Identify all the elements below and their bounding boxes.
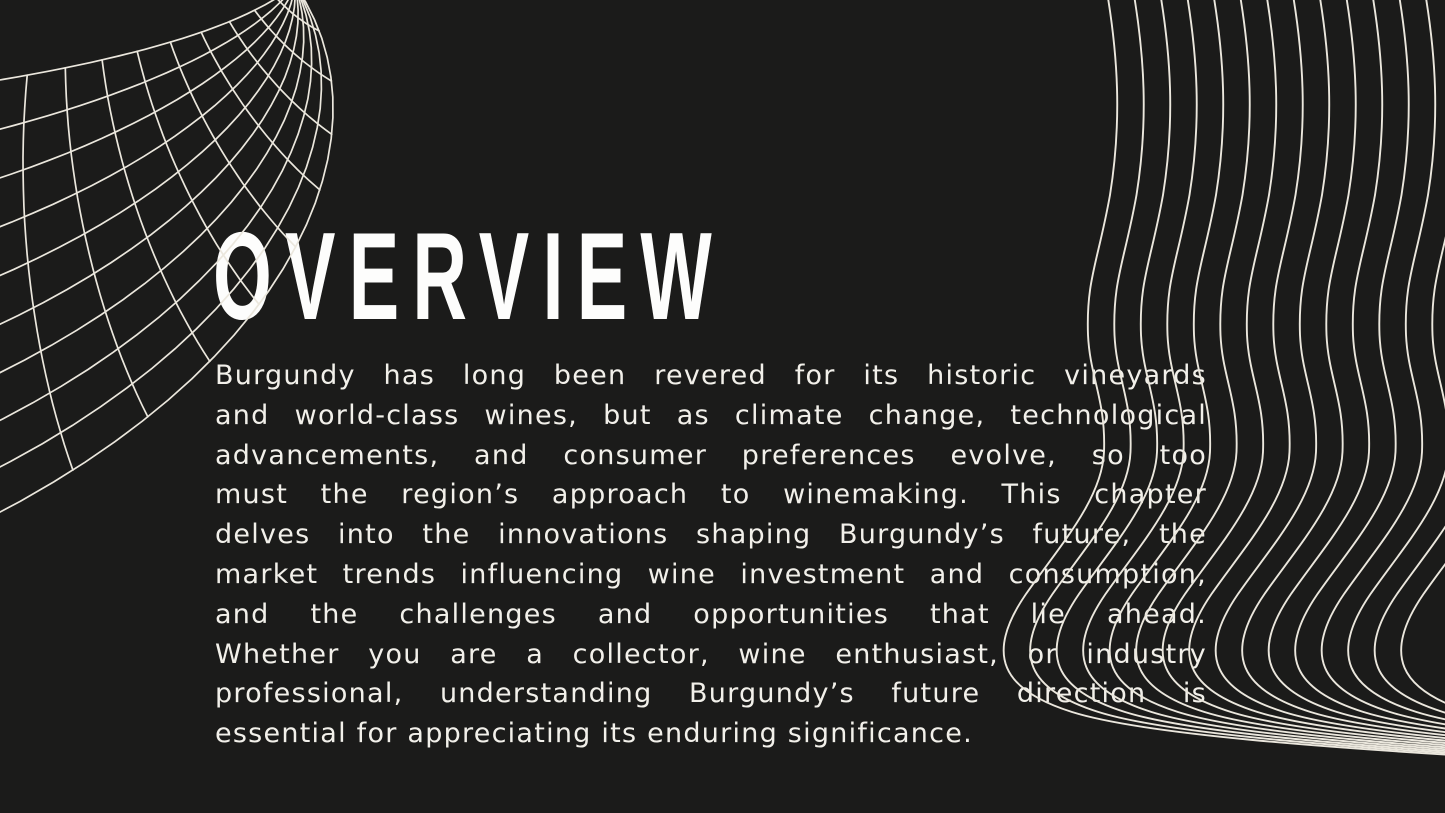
slide-body-paragraph <box>215 356 1207 754</box>
body-text-line: Whether you are a collector, wine enthusiast, or industry <box>215 638 1207 670</box>
body-text-line: Burgundy has long been revered for its historic vineyards <box>215 360 1207 391</box>
body-text-line: advancements, and consumer preferences evolve, so too <box>215 439 1207 471</box>
body-text-line: professional, understanding Burgundy’s future direction is <box>215 678 1207 710</box>
body-text-line: and world-class wines, but as climate change, technological <box>215 399 1207 431</box>
slide-title: OVERVIEW <box>213 206 725 347</box>
body-text-line: and the challenges and opportunities that lie ahead. <box>215 598 1207 630</box>
body-text-line: delves into the innovations shaping Burgundy’s future, the <box>215 519 1207 551</box>
body-text-line: essential for appreciating its enduring significance. <box>215 718 973 750</box>
body-text-line: market trends influencing wine investment and consumption, <box>215 558 1207 590</box>
body-text-line: must the region’s approach to winemaking. This chapter <box>215 479 1207 511</box>
